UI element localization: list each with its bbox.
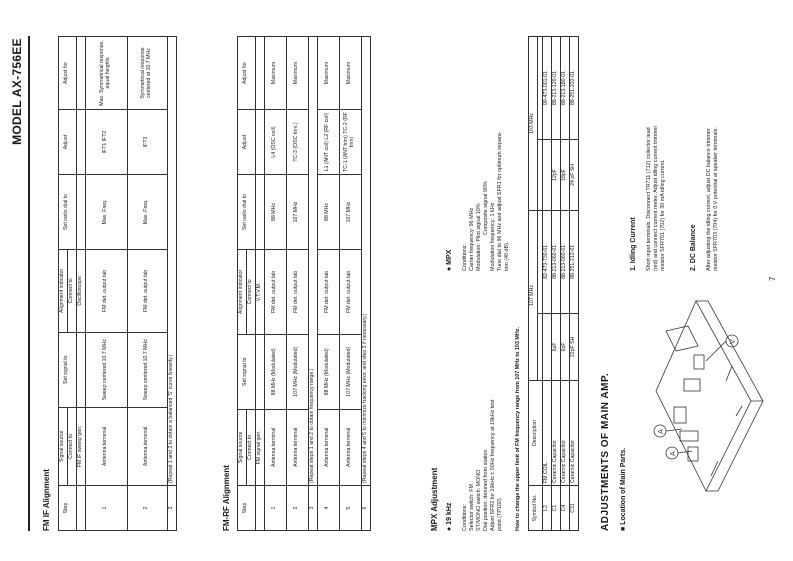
table-cell: Antenna terminal — [339, 409, 361, 485]
table-cell: FM det. output tab — [264, 250, 286, 335]
mpx-right-text — [462, 31, 511, 271]
mpx-left-text — [462, 281, 504, 531]
table-cell: Maximum — [286, 37, 308, 110]
table-cell: 88-251-212-01 — [569, 210, 578, 313]
text-line: Carrier frequency: 96 MHz — [469, 207, 476, 271]
table-cell: FM det. output tab — [339, 250, 361, 335]
table-row — [542, 37, 551, 531]
text-line: Dial position: detuned from station — [483, 449, 490, 531]
table-cell — [542, 313, 551, 380]
text-line: point (TP102). — [497, 496, 504, 531]
table-cell: 99-473-001-01 — [542, 37, 551, 140]
table-cell: 24 pF SH — [569, 139, 578, 210]
mpx-title: MPX Adjustment — [430, 467, 439, 531]
table-cell: 88-213-060-01 — [560, 210, 569, 313]
idling-text — [646, 31, 667, 271]
table-cell: Max. Freq. — [85, 175, 127, 250]
table-cell: 18pF — [560, 139, 569, 210]
table-cell: C31 — [569, 486, 578, 531]
hdr-step: Step — [59, 486, 77, 531]
text-line: Conditions: — [462, 244, 468, 271]
text-line: tion (40 dB). — [504, 241, 511, 271]
fm-rf-title: FM-RF Alignment — [222, 465, 231, 531]
fm-rf-table — [237, 36, 371, 531]
table-cell: 3 — [308, 486, 317, 531]
table-note: (Repeat 1 and 2 to obtain a balanced 'S' curve linearity.) — [167, 37, 176, 486]
page-number: 7 — [768, 276, 777, 281]
hdr-adjust-for: Adjust for — [59, 37, 77, 110]
table-cell: 88-213-180-01 — [560, 37, 569, 140]
hdr-adjust: Adjust — [238, 110, 256, 175]
table-cell: Maximum — [317, 37, 339, 110]
table-cell: 88 MHz (Modulated) — [264, 334, 286, 409]
range-title: How to change the upper limit of FM frequency range from 107 MHz to 103 MHz. — [515, 327, 521, 531]
table-note: (Repeat steps 1 and 2 to obtain frequency range.) — [308, 37, 317, 486]
table-cell: FM det. output tab — [127, 250, 167, 333]
table-cell: Antenna terminal — [85, 407, 127, 485]
table-cell: TC-3 (OSC trim.) — [286, 110, 308, 175]
table-cell: C4 — [560, 486, 569, 531]
text-line: Adjust SFR2 for 19kHz ± 50Hz frequency at 19kHz test — [490, 399, 497, 531]
table-cell: Max. Freq. — [127, 175, 167, 250]
text-line: resistor SFR703 (704) for 0 V potential at speaker terminals. — [713, 127, 720, 271]
table-cell: 6pF — [560, 313, 569, 380]
text-line: After adjusting the idling current, adjust DC balance trimmer — [706, 128, 712, 271]
table-cell: 3 — [167, 486, 176, 531]
table-cell: 88-213-120-01 — [551, 37, 560, 140]
table-cell: Oscilloscope — [76, 250, 85, 333]
bullet-19khz-label: 19 kHz — [446, 502, 453, 525]
text-line: (red) and connect current meter. Adjust idling current trimmer — [653, 125, 660, 271]
hdr-103: 103 MHz — [529, 37, 538, 211]
table-cell: 6 — [361, 486, 370, 531]
hdr-adjust-for: Adjust for — [238, 37, 256, 110]
table-cell: 1 — [264, 486, 286, 531]
table-cell: FM signal gen. — [255, 409, 264, 485]
table-cell: 107 MHz — [339, 175, 361, 250]
table-cell: Maximum — [339, 37, 361, 110]
text-line: Composite signal 90% — [483, 181, 490, 235]
table-cell: FM IF sweep gen. — [76, 407, 85, 485]
table-cell: IFT1 IFT2 — [85, 110, 127, 175]
dc-title: 2. DC Balance — [690, 224, 697, 271]
table-cell: Ceramic Capacitor — [551, 381, 560, 486]
table-cell: TC-1 (ANT trim) TC-2 (RF trim) — [339, 110, 361, 175]
table-cell: 2 — [286, 486, 308, 531]
table-cell: 1 — [85, 486, 127, 531]
table-cell: 6pF — [551, 313, 560, 380]
hdr-107: 107 MHz — [529, 210, 538, 380]
table-cell: 2 — [127, 486, 167, 531]
table-cell: FM det. output tab — [85, 250, 127, 333]
svg-text:V: V — [730, 339, 737, 344]
text-line: Tune dial to 96 MHz and adjust SFR1 for optimum separa- — [497, 131, 504, 271]
text-line: resistor SFR701 (702) for 30 mA idling current. — [660, 159, 667, 271]
table-cell: Ceramic Capacitor — [560, 381, 569, 486]
table-cell: 4 — [317, 486, 339, 531]
table-cell: FM COIL — [542, 381, 551, 486]
hdr-step: Step — [238, 486, 256, 531]
table-cell: Antenna terminal — [264, 409, 286, 485]
bullet-mpx: ● MPX — [446, 249, 453, 271]
pcb-illustration — [636, 291, 776, 501]
svg-text:A: A — [658, 429, 665, 434]
table-cell: Antenna terminal — [127, 407, 167, 485]
table-cell: 88 MHz — [317, 175, 339, 250]
hdr-set-signal: Set signal to — [59, 332, 77, 407]
table-note: (Repeat steps 4 and 5 to minimize tracking error, and step 3 if necessary.) — [361, 37, 370, 486]
hdr-adjust: Adjust — [59, 110, 77, 175]
table-cell: FM det. output tab — [317, 250, 339, 335]
hdr-symbol: Symbol No. — [529, 486, 543, 531]
table-cell: 107 MHz (Modulated) — [286, 334, 308, 409]
table-cell: 12pF — [551, 139, 560, 210]
model-title: MODEL AX-756EE — [10, 38, 24, 145]
table-cell: Sweep centered 10.7 MHz — [127, 332, 167, 407]
bullet-19khz: ● 19 kHz — [446, 502, 453, 531]
location-heading: ■ Location of Main Parts. — [620, 447, 627, 531]
table-cell: 22pF SH — [569, 313, 578, 380]
table-cell: FM det. output tab — [286, 250, 308, 335]
table-row — [560, 37, 569, 531]
parts-table — [528, 36, 579, 531]
table-cell: Max. Symmetrical response, equal heights — [85, 37, 127, 110]
table-cell: IFT3 — [127, 110, 167, 175]
table-cell: Antenna terminal — [317, 409, 339, 485]
text-line: ST/MONO switch: MONO — [476, 469, 483, 531]
table-cell: 82-473-730-01 — [542, 210, 551, 313]
hdr-dial: Set radio dial to — [59, 175, 77, 250]
idling-title: 1. Idling Current — [630, 217, 637, 271]
table-cell: Symmetrical response centered at 10.7 MHz — [127, 37, 167, 110]
table-cell: C1 — [551, 486, 560, 531]
text-line: Modulation frequency: 1 kHz — [490, 202, 497, 271]
hdr-connect: Connect to — [246, 409, 255, 485]
hdr-signal-source: Signal source — [238, 409, 247, 485]
text-line: Modulation: Pilot signal 10% — [476, 203, 483, 271]
table-cell: 88-213-060-01 — [551, 210, 560, 313]
table-cell: 88-251-222-01 — [569, 37, 578, 140]
table-cell: 88 MHz (Modulated) — [317, 334, 339, 409]
hdr-signal-source: Signal source — [59, 407, 68, 485]
table-cell: Ceramic Capacitor — [569, 381, 578, 486]
dc-text — [706, 31, 720, 271]
table-cell: Maximum — [264, 37, 286, 110]
fm-if-table — [58, 36, 177, 531]
hdr-set-signal: Set signal to — [238, 334, 256, 409]
table-cell: L4 (OSC coil) — [264, 110, 286, 175]
fm-if-title: FM IF Alignment — [42, 469, 51, 531]
table-cell: V.T.V.M. — [255, 250, 264, 335]
hdr-description: Description — [529, 381, 543, 486]
table-cell: 88 MHz — [264, 175, 286, 250]
text-line: Short input terminals. Disconnect TR711 (712) collector lead — [646, 127, 652, 271]
main-amp-title: ADJUSTMENTS OF MAIN AMP. — [600, 372, 611, 531]
hdr-indicator: Alignment indicator — [59, 250, 68, 333]
hdr-dial: Set radio dial to — [238, 175, 256, 250]
hdr-connect2: Connect to — [67, 250, 76, 333]
table-cell: 107 MHz — [286, 175, 308, 250]
bullet-mpx-label: MPX — [446, 249, 453, 265]
header-rule — [28, 36, 30, 531]
table-cell: 107 MHz (Modulated) — [339, 334, 361, 409]
table-cell: Sweep centered 10.7 MHz — [85, 332, 127, 407]
location-label: Location of Main Parts. — [620, 447, 627, 525]
table-cell: L1 (ANT coil) L2 (RF coil) — [317, 110, 339, 175]
hdr-connect2: Connect to — [246, 250, 255, 335]
table-cell: L2 — [542, 486, 551, 531]
table-cell: 5 — [339, 486, 361, 531]
hdr-indicator: Alignment indicator — [238, 250, 247, 335]
svg-text:A: A — [670, 451, 677, 456]
table-row — [551, 37, 560, 531]
table-cell: Antenna terminal — [286, 409, 308, 485]
text-line: Conditions: — [462, 504, 468, 531]
table-row — [569, 37, 578, 531]
text-line: Selector switch: FM — [469, 483, 476, 531]
table-cell — [542, 139, 551, 210]
hdr-connect: Connect to — [67, 407, 76, 485]
